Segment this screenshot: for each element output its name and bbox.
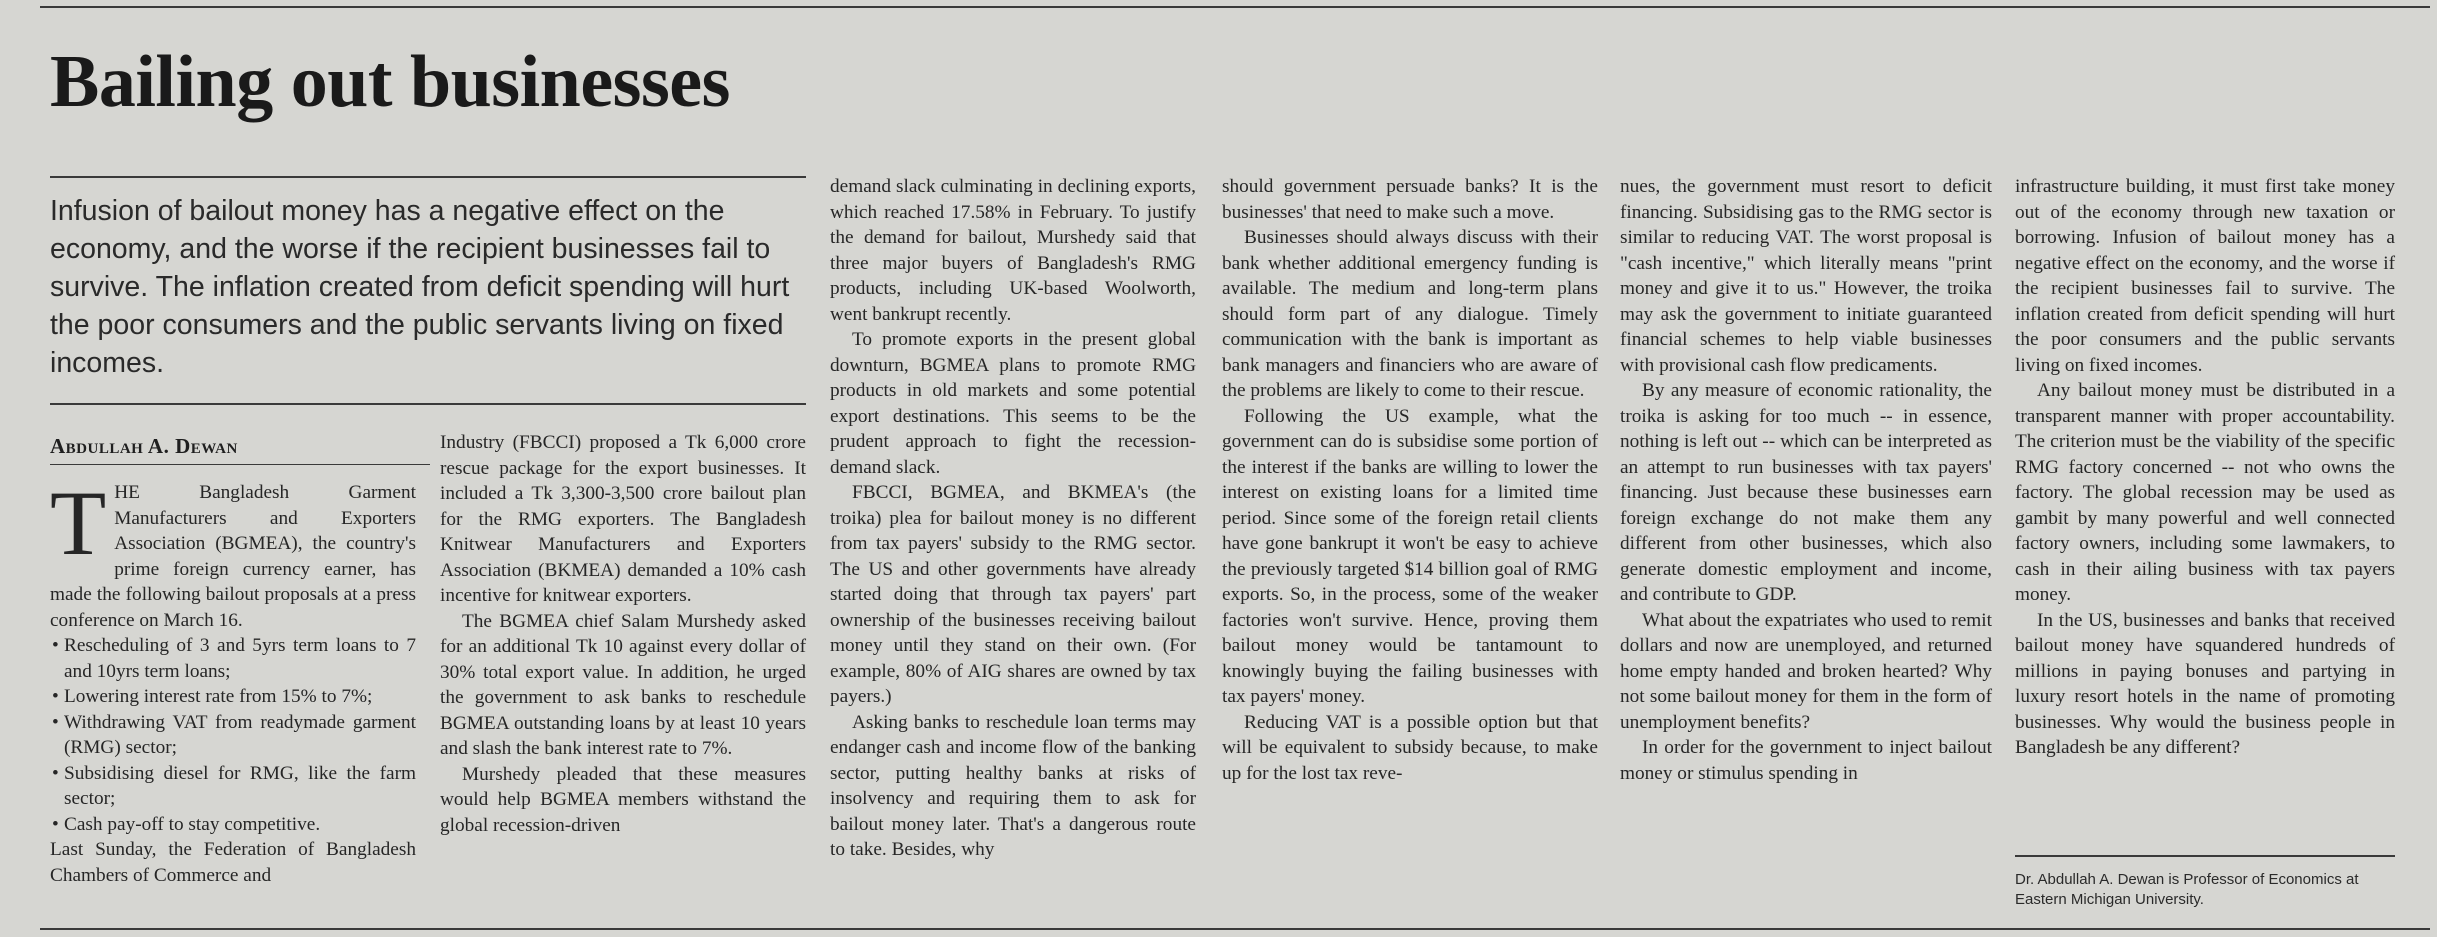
bio-rule [2015,855,2395,857]
deck-top-rule [50,176,806,178]
paragraph: Murshedy pleaded that these measures would help BGMEA members withstand the global recession-driven [440,763,806,836]
paragraph: Last Sunday, the Federation of Bangladesh Chambers of Commerce and [50,839,416,886]
byline: Abdullah A. Dewan [50,434,238,458]
list-item: • Subsidising diesel for RMG, like the farm sector; [50,761,416,812]
lead-paragraph: THE Bangladesh Garment Manufacturers and Exporters Association (BGMEA), the country's prime foreign currency earner, has made the following bailout proposals at a press conference on March 16. [50,472,416,631]
paragraph: Any bailout money must be distributed in a transparent manner with proper accountability. The criterion must be the viability of the specific RMG factory concerned -- not who owns the factory. The global recession may be used as gambit by many powerful and well connected factory owners, including some lawmakers, to cash in their ailing business with tax payers money. [2015,380,2395,605]
column-4 [1222,174,1598,786]
list-item: • Cash pay-off to stay competitive. [50,812,416,838]
column-2 [440,430,806,838]
drop-cap: T [50,472,107,574]
paragraph: Following the US example, what the government can do is subsidise some portion of the interest if the banks are willing to lower the interest on existing loans for a limited time period. Since some of the foreign retail clients have gone bankrupt it won't be easy to achieve the previously targeted $14 billion goal of RMG exports. So, in the process, some of the weaker factories won't survive. Hence, proving them bailout money would be tantamount to knowingly buying the failing businesses with tax payers' money. [1222,405,1598,707]
list-item: • Withdrawing VAT from readymade garment (RMG) sector; [50,710,416,761]
column-3 [830,174,1196,863]
paragraph: demand slack culminating in declining exports, which reached 17.58% in February. To justify the demand for bailout, Murshedy said that three major buyers of Bangladesh's RMG products, including UK-based Woolworth, went bankrupt recently. [830,176,1196,325]
paragraph: In the US, businesses and banks that received bailout money have squandered hundreds of millions in paying bonuses and partying in luxury resort hotels in the name of promoting businesses. Why would the business people in Bangladesh be any different? [2015,609,2395,758]
author-bio: Dr. Abdullah A. Dewan is Professor of Economics at Eastern Michigan University. [2015,871,2359,908]
paragraph: Asking banks to reschedule loan terms may endanger cash and income flow of the banking sector, putting healthy banks at risks of insolvency and requiring them to ask for bailout money later. That's a dangerous route to take. Besides, why [830,711,1196,860]
paragraph: FBCCI, BGMEA, and BKMEA's (the troika) plea for bailout money is no different from tax payers' subsidy to the RMG sector. The US and other governments have already started doing that through tax payers' part ownership of the businesses receiving bailout money until they stand on their own. (For example, 80% of AIG shares are owned by tax payers.) [830,482,1196,707]
paragraph: Industry (FBCCI) proposed a Tk 6,000 crore rescue package for the export businesses. It included a Tk 3,300-3,500 crore bailout plan for the RMG exporters. The Bangladesh Knitwear Manufacturers and Exporters Association (BKMEA) demanded a 10% cash incentive for knitwear exporters. [440,432,806,606]
column-6 [2015,174,2395,761]
byline-rule [50,464,430,465]
deck-bottom-rule [50,403,806,405]
top-rule [40,6,2430,8]
column-5 [1620,174,1992,786]
paragraph: To promote exports in the present global downturn, BGMEA plans to promote RMG products in old markets and some potential export destinations. This seems to be the prudent approach to fight the recession-demand slack. [830,329,1196,478]
list-item: • Rescheduling of 3 and 5yrs term loans to 7 and 10yrs term loans; [50,633,416,684]
column-1 [50,472,416,888]
paragraph: Businesses should always discuss with their bank whether additional emergency funding is available. The medium and long-term plans should form part of any dialogue. Timely communication with the bank is important as bank managers and financiers who are aware of the problems are likely to come to their rescue. [1222,227,1598,401]
paragraph: In order for the government to inject bailout money or stimulus spending in [1620,737,1992,784]
paragraph: Reducing VAT is a possible option but that will be equivalent to subsidy because, to make up for the lost tax reve- [1222,711,1598,784]
article-deck: Infusion of bailout money has a negative effect on the economy, and the worse if the recipient businesses fail to survive. The inflation created from deficit spending will hurt the poor consumers and the public servants living on fixed incomes. [50,195,790,379]
paragraph: infrastructure building, it must first take money out of the economy through new taxation or borrowing. Infusion of bailout money has a negative effect on the economy, and the worse if the recipient businesses fail to survive. The inflation created from deficit spending will hurt the poor consumers and the public servants living on fixed incomes. [2015,176,2395,376]
paragraph: What about the expatriates who used to remit dollars and now are unemployed, and returned home empty handed and broken hearted? Why not some bailout money for them in the form of unemployment benefits? [1620,609,1992,733]
paragraph: By any measure of economic rationality, the troika is asking for too much -- in essence, nothing is left out -- which can be interpreted as an attempt to run businesses with tax payers' financing. Just because these businesses earn foreign exchange do not make them any different from other businesses, which also generate domestic employment and income, and contribute to GDP. [1620,380,1992,605]
headline: Bailing out businesses [50,41,730,123]
paragraph: The BGMEA chief Salam Murshedy asked for an additional Tk 10 against every dollar of 30% total export value. In addition, he urged the government to ask banks to reschedule BGMEA outstanding loans by at least 10 years and slash the bank interest rate to 7%. [440,610,806,759]
proposal-list [50,633,416,837]
bottom-rule [40,928,2430,930]
paragraph: nues, the government must resort to deficit financing. Subsidising gas to the RMG sector is similar to reducing VAT. The worst proposal is "cash incentive," which literally means "print money and give it to us." However, the troika may ask the government to initiate guaranteed financial schemes to help viable businesses with provisional cash flow predicaments. [1620,176,1992,376]
list-item: • Lowering interest rate from 15% to 7%; [50,684,416,710]
paragraph: should government persuade banks? It is the businesses' that need to make such a move. [1222,176,1598,223]
